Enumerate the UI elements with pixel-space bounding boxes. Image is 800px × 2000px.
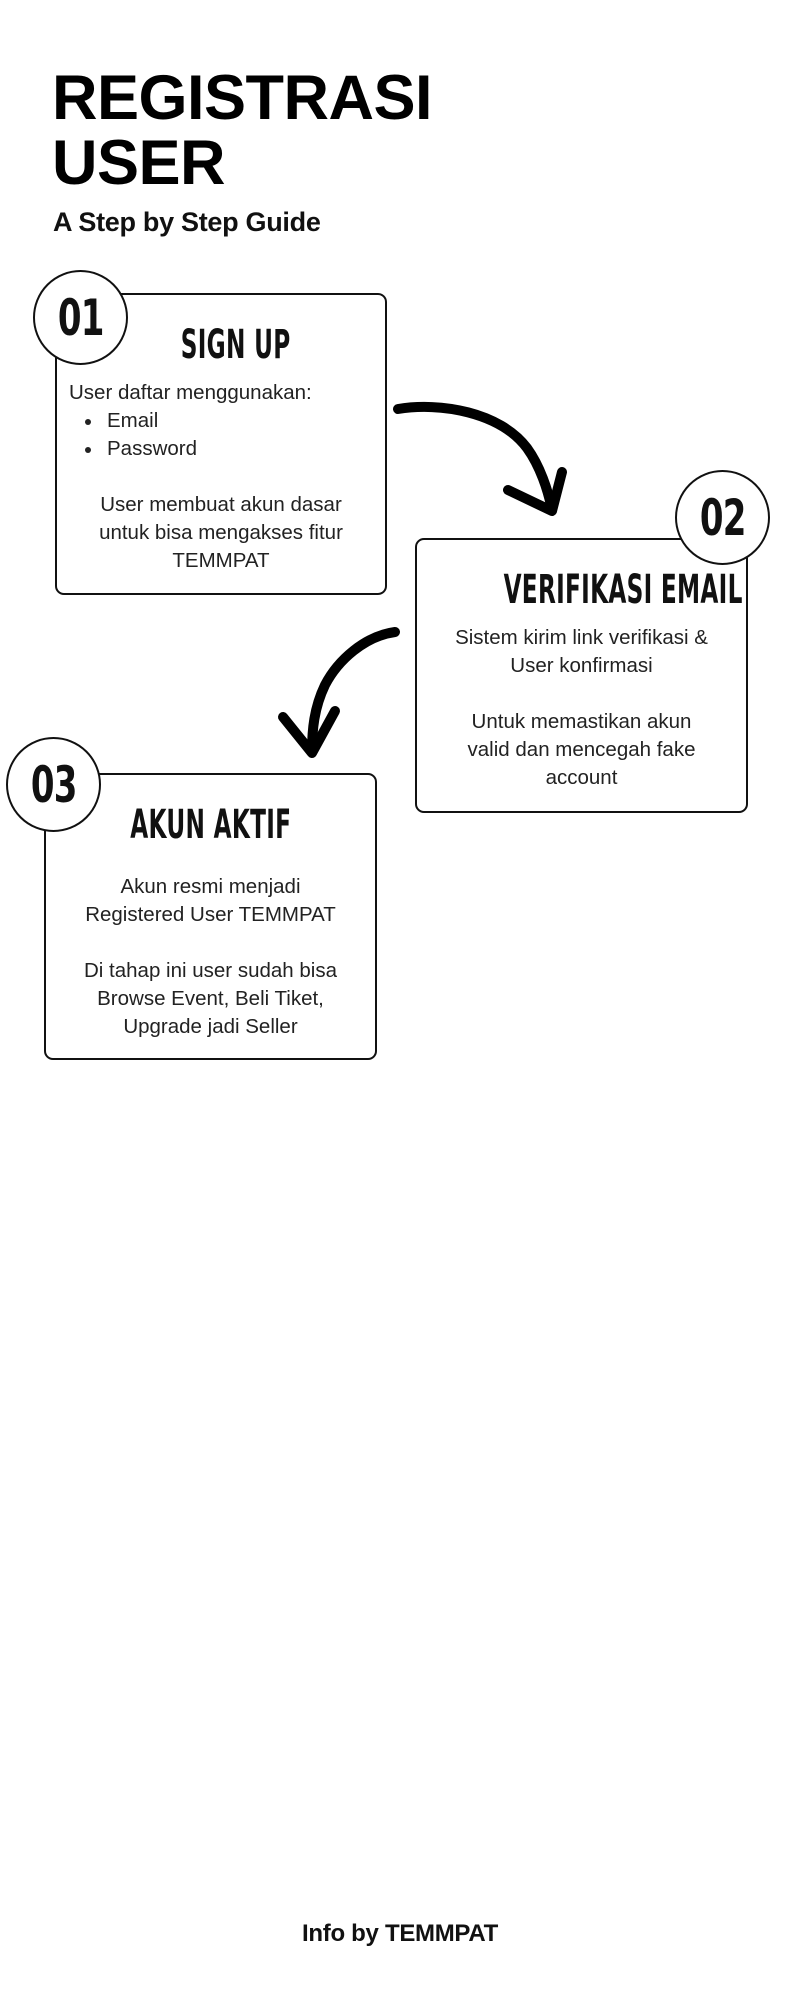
- step-title: [417, 568, 746, 612]
- step-title-text: SIGN UP: [181, 322, 291, 368]
- page-title: [52, 63, 433, 198]
- step-body: [69, 379, 377, 463]
- curved-arrow-down-left-icon: [283, 632, 395, 753]
- step-number-badge-03: [6, 737, 101, 832]
- curved-arrow-down-right-icon: [398, 407, 562, 511]
- list-item-password: Password: [107, 435, 377, 463]
- title-line-1: REGISTRASI: [52, 63, 433, 133]
- step-number: 03: [30, 755, 77, 814]
- step-title: [46, 803, 375, 847]
- step-body: [46, 873, 375, 1041]
- step-title-text: VERIFIKASI EMAIL: [503, 567, 743, 613]
- step-number-badge-02: [675, 470, 770, 565]
- description-line: untuk bisa mengakses fitur: [99, 521, 343, 544]
- step-number-badge-01: [33, 270, 128, 365]
- body-line: valid dan mencegah fake: [467, 738, 696, 761]
- body-line: Sistem kirim link verifikasi &: [455, 626, 708, 649]
- body-line: Upgrade jadi Seller: [123, 1015, 298, 1038]
- body-line: Untuk memastikan akun: [471, 710, 692, 733]
- step-card-akun-aktif: [44, 773, 377, 1060]
- description-line: User membuat akun dasar: [100, 493, 342, 516]
- step-description: [57, 491, 385, 575]
- body-line: Registered User TEMMPAT: [85, 903, 336, 926]
- footer-credit: Info by TEMMPAT: [302, 1920, 498, 1947]
- page-subtitle: A Step by Step Guide: [53, 207, 321, 237]
- body-line: account: [545, 766, 618, 789]
- title-line-2: USER: [52, 128, 226, 198]
- step-number: 02: [699, 488, 746, 547]
- body-line: User konfirmasi: [510, 654, 653, 677]
- body-line: Di tahap ini user sudah bisa: [84, 959, 337, 982]
- step-body: [417, 624, 746, 792]
- body-line: Browse Event, Beli Tiket,: [97, 987, 324, 1010]
- step-number: 01: [57, 288, 104, 347]
- description-line: TEMMPAT: [172, 549, 270, 572]
- body-line: Akun resmi menjadi: [120, 875, 301, 898]
- list-item-email: Email: [107, 407, 377, 435]
- method-list: [69, 407, 377, 463]
- step-card-verifikasi-email: [415, 538, 748, 813]
- step-title-text: AKUN AKTIF: [129, 802, 291, 848]
- step-intro: User daftar menggunakan:: [69, 381, 312, 404]
